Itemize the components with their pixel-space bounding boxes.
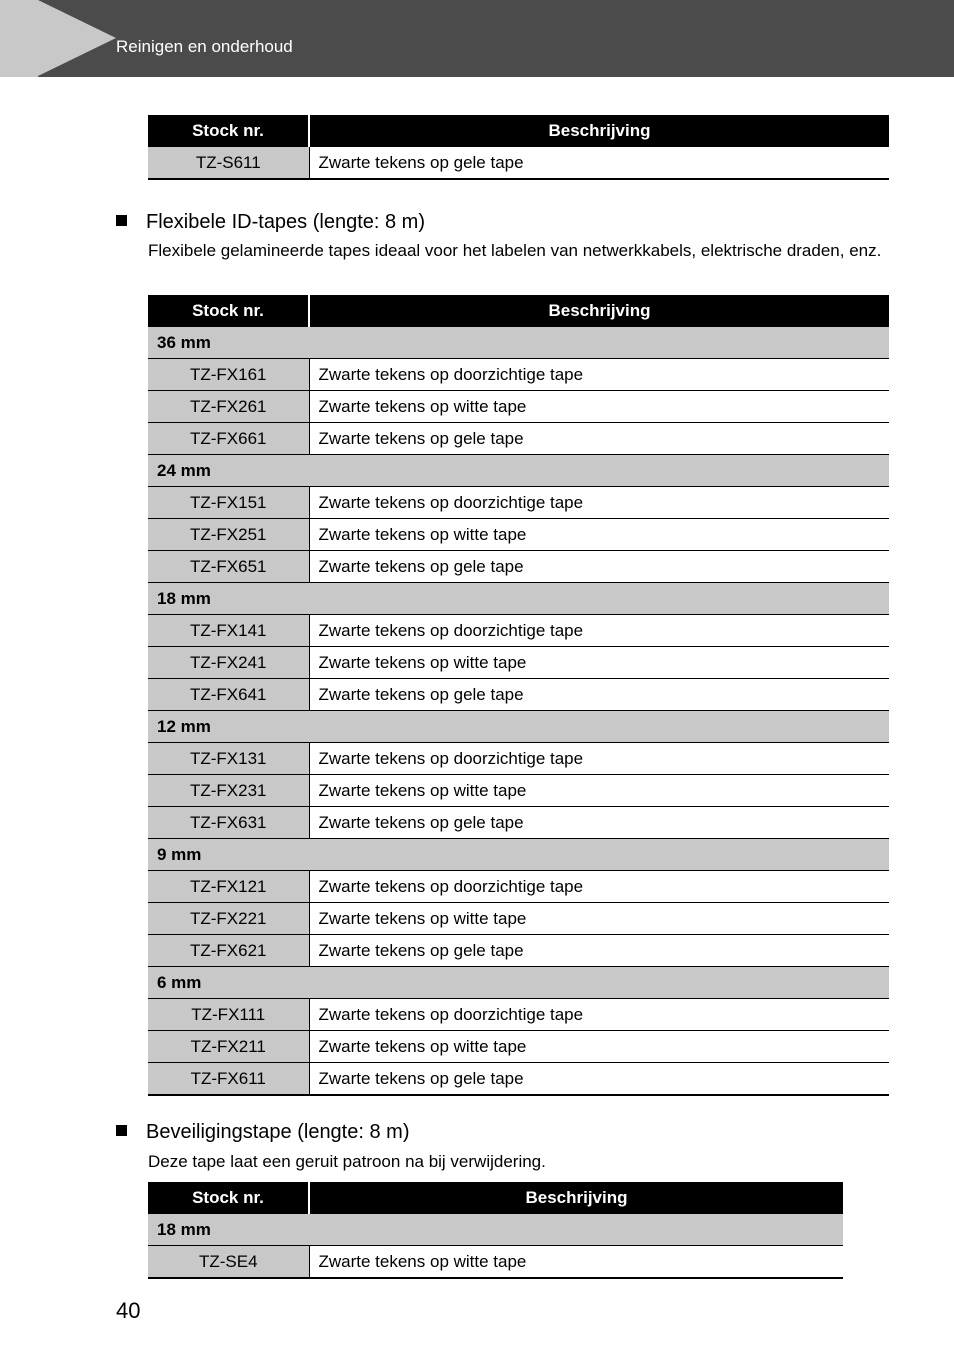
table-row bbox=[148, 647, 889, 679]
stock-cell: TZ-FX161 bbox=[148, 359, 309, 391]
table-row bbox=[148, 999, 889, 1031]
stock-cell: TZ-FX641 bbox=[148, 679, 309, 711]
table-row bbox=[148, 743, 889, 775]
table-row bbox=[148, 871, 889, 903]
col-description-header: Beschrijving bbox=[309, 295, 889, 327]
description-cell: Zwarte tekens op doorzichtige tape bbox=[309, 871, 889, 903]
description-cell: Zwarte tekens op doorzichtige tape bbox=[309, 615, 889, 647]
stock-cell: TZ-FX621 bbox=[148, 935, 309, 967]
col-description-header: Beschrijving bbox=[309, 1182, 843, 1214]
description-cell: Zwarte tekens op witte tape bbox=[309, 1246, 843, 1279]
stock-cell: TZ-FX221 bbox=[148, 903, 309, 935]
section-title-text: Beveiligingstape (lengte: 8 m) bbox=[146, 1121, 410, 1143]
col-stock-header: Stock nr. bbox=[148, 1182, 309, 1214]
group-label: 24 mm bbox=[148, 455, 889, 487]
description-cell: Zwarte tekens op doorzichtige tape bbox=[309, 743, 889, 775]
stock-cell: TZ-FX611 bbox=[148, 1063, 309, 1096]
section-title-text: Flexibele ID-tapes (lengte: 8 m) bbox=[146, 211, 426, 233]
table-row bbox=[148, 935, 889, 967]
section-title-security-tape bbox=[116, 1121, 409, 1144]
section-title-flexible-id bbox=[116, 211, 425, 234]
group-row bbox=[148, 327, 889, 359]
group-label: 18 mm bbox=[148, 583, 889, 615]
page-header bbox=[0, 0, 954, 77]
table-row bbox=[148, 903, 889, 935]
stock-cell: TZ-FX111 bbox=[148, 999, 309, 1031]
table-row bbox=[148, 147, 889, 179]
table-row bbox=[148, 551, 889, 583]
description-cell: Zwarte tekens op gele tape bbox=[309, 1063, 889, 1096]
description-cell: Zwarte tekens op witte tape bbox=[309, 903, 889, 935]
description-cell: Zwarte tekens op gele tape bbox=[309, 807, 889, 839]
description-cell: Zwarte tekens op doorzichtige tape bbox=[309, 487, 889, 519]
description-cell: Zwarte tekens op witte tape bbox=[309, 519, 889, 551]
group-row bbox=[148, 839, 889, 871]
stock-cell: TZ-FX121 bbox=[148, 871, 309, 903]
table-row bbox=[148, 615, 889, 647]
stock-cell: TZ-FX131 bbox=[148, 743, 309, 775]
stock-cell: TZ-FX231 bbox=[148, 775, 309, 807]
group-row bbox=[148, 455, 889, 487]
stock-cell: TZ-FX151 bbox=[148, 487, 309, 519]
group-label: 6 mm bbox=[148, 967, 889, 999]
table-security-tape bbox=[148, 1182, 843, 1279]
stock-cell: TZ-FX631 bbox=[148, 807, 309, 839]
stock-cell: TZ-FX251 bbox=[148, 519, 309, 551]
group-label: 36 mm bbox=[148, 327, 889, 359]
stock-cell: TZ-FX651 bbox=[148, 551, 309, 583]
group-row bbox=[148, 711, 889, 743]
table-row bbox=[148, 775, 889, 807]
section-description: Deze tape laat een geruit patroon na bij verwijdering. bbox=[148, 1152, 546, 1171]
group-row bbox=[148, 583, 889, 615]
square-bullet-icon bbox=[116, 215, 127, 226]
table-row bbox=[148, 519, 889, 551]
group-row bbox=[148, 967, 889, 999]
description-cell: Zwarte tekens op gele tape bbox=[309, 935, 889, 967]
table-header-row bbox=[148, 295, 889, 327]
stock-cell: TZ-FX661 bbox=[148, 423, 309, 455]
col-stock-header: Stock nr. bbox=[148, 295, 309, 327]
col-stock-header: Stock nr. bbox=[148, 115, 309, 147]
table-header-row bbox=[148, 115, 889, 147]
stock-cell: TZ-FX241 bbox=[148, 647, 309, 679]
section-description: Flexibele gelamineerde tapes ideaal voor het labelen van netwerkkabels, elektrische draden, enz. bbox=[148, 241, 882, 260]
table-row bbox=[148, 391, 889, 423]
description-cell: Zwarte tekens op gele tape bbox=[309, 679, 889, 711]
description-cell: Zwarte tekens op doorzichtige tape bbox=[309, 359, 889, 391]
stock-cell: TZ-FX141 bbox=[148, 615, 309, 647]
table-row bbox=[148, 679, 889, 711]
description-cell: Zwarte tekens op gele tape bbox=[309, 551, 889, 583]
table-row bbox=[148, 359, 889, 391]
table-header-row bbox=[148, 1182, 843, 1214]
table-row bbox=[148, 1063, 889, 1096]
group-label: 18 mm bbox=[148, 1214, 843, 1246]
table-row bbox=[148, 1031, 889, 1063]
table-tz-s611 bbox=[148, 115, 889, 180]
description-cell: Zwarte tekens op witte tape bbox=[309, 391, 889, 423]
table-flexible-id bbox=[148, 295, 889, 1096]
stock-cell: TZ-FX261 bbox=[148, 391, 309, 423]
description-cell: Zwarte tekens op gele tape bbox=[309, 423, 889, 455]
table-row bbox=[148, 807, 889, 839]
description-cell: Zwarte tekens op witte tape bbox=[309, 1031, 889, 1063]
group-row bbox=[148, 1214, 843, 1246]
header-tab bbox=[0, 0, 38, 77]
col-description-header: Beschrijving bbox=[309, 115, 889, 147]
group-label: 12 mm bbox=[148, 711, 889, 743]
description-cell: Zwarte tekens op doorzichtige tape bbox=[309, 999, 889, 1031]
table-row bbox=[148, 423, 889, 455]
header-tab-arrow bbox=[38, 0, 116, 76]
square-bullet-icon bbox=[116, 1125, 127, 1136]
description-cell: Zwarte tekens op witte tape bbox=[309, 775, 889, 807]
description-cell: Zwarte tekens op gele tape bbox=[309, 147, 889, 179]
stock-cell: TZ-S611 bbox=[148, 147, 309, 179]
stock-cell: TZ-SE4 bbox=[148, 1246, 309, 1279]
page-number: 40 bbox=[116, 1298, 141, 1323]
stock-cell: TZ-FX211 bbox=[148, 1031, 309, 1063]
table-row bbox=[148, 1246, 843, 1279]
group-label: 9 mm bbox=[148, 839, 889, 871]
table-row bbox=[148, 487, 889, 519]
header-title: Reinigen en onderhoud bbox=[116, 37, 293, 56]
description-cell: Zwarte tekens op witte tape bbox=[309, 647, 889, 679]
